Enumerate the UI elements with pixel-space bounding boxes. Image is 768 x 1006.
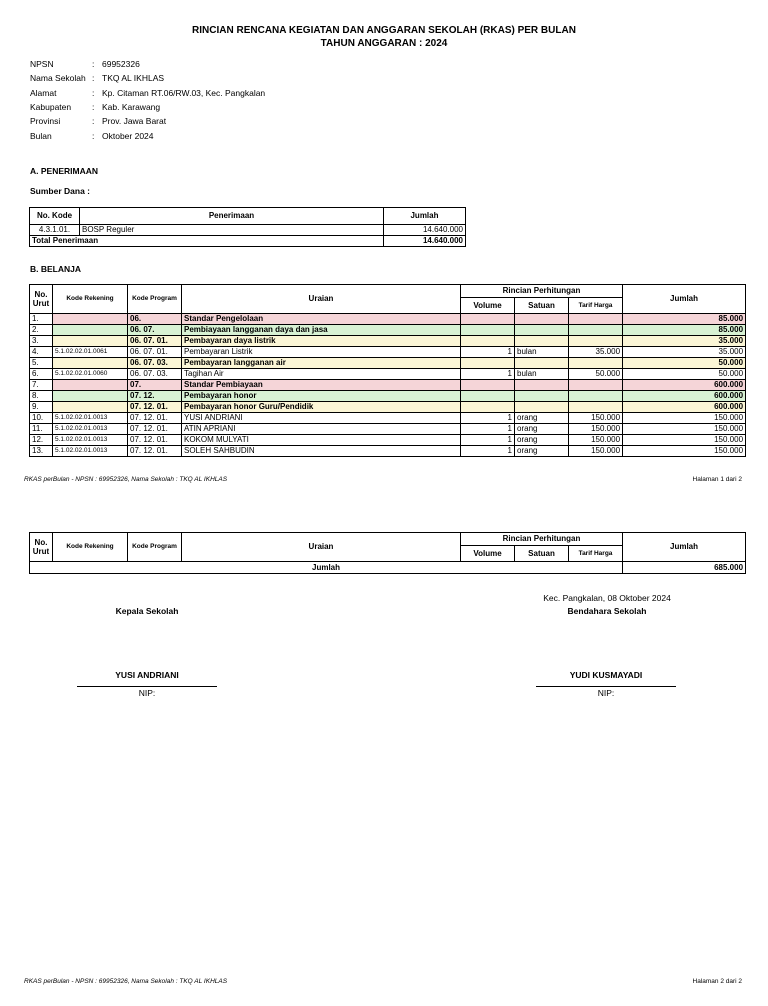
header-no-kode: No. Kode	[30, 208, 80, 225]
cell-satuan	[515, 358, 569, 369]
cell-uraian: Pembayaran Listrik	[182, 347, 461, 358]
cell-no: 12.	[30, 435, 53, 446]
cell-tarif: 150.000	[569, 413, 623, 424]
cell-uraian: Pembayaran daya listrik	[182, 336, 461, 347]
cell-tarif	[569, 325, 623, 336]
cell-rekening	[53, 380, 128, 391]
header-kode-rekening: Kode Rekening	[53, 285, 128, 314]
cell-penerimaan: BOSP Reguler	[80, 225, 384, 236]
cell-jumlah: 85.000	[623, 325, 746, 336]
left-signature-line	[77, 686, 217, 687]
table-row	[30, 225, 466, 236]
info-label: Nama Sekolah	[30, 73, 86, 84]
footer-page2: Halaman 2 dari 2	[692, 978, 742, 985]
cell-volume: 1	[461, 413, 515, 424]
info-value: Kp. Citaman RT.06/RW.03, Kec. Pangkalan	[102, 87, 266, 98]
cell-jumlah: 150.000	[623, 424, 746, 435]
header-uraian-2: Uraian	[182, 533, 461, 562]
cell-rekening: 5.1.02.02.01.0013	[53, 435, 128, 446]
cell-uraian: Standar Pengelolaan	[182, 314, 461, 325]
left-signer-role: Kepala Sekolah	[115, 606, 179, 616]
belanja-total-table	[29, 532, 746, 574]
cell-rekening	[53, 314, 128, 325]
info-colon: :	[92, 101, 95, 112]
cell-jumlah: 600.000	[623, 391, 746, 402]
header-tarif: Tarif Harga	[569, 298, 623, 314]
table-row	[30, 446, 746, 457]
cell-rekening: 5.1.02.02.01.0013	[53, 446, 128, 457]
cell-uraian: Pembayaran honor	[182, 391, 461, 402]
cell-no: 9.	[30, 402, 53, 413]
cell-rekening	[53, 325, 128, 336]
cell-no: 13.	[30, 446, 53, 457]
info-label: Alamat	[30, 87, 57, 98]
cell-uraian: Tagihan Air	[182, 369, 461, 380]
table-row	[30, 325, 746, 336]
cell-program: 06. 07.	[128, 325, 182, 336]
table-row	[30, 391, 746, 402]
cell-program: 07. 12. 01.	[128, 424, 182, 435]
info-label: NPSN	[30, 59, 54, 69]
header-uraian: Uraian	[182, 285, 461, 314]
cell-no: 6.	[30, 369, 53, 380]
cell-jumlah: 600.000	[623, 380, 746, 391]
document-title: RINCIAN RENCANA KEGIATAN DAN ANGGARAN SEKOLAH (RKAS) PER BULAN	[192, 25, 576, 36]
cell-no: 5.	[30, 358, 53, 369]
cell-uraian: Pembayaran honor Guru/Pendidik	[182, 402, 461, 413]
footer-text-page2: RKAS perBulan - NPSN : 69952326, Nama Sekolah : TKQ AL IKHLAS	[24, 978, 228, 985]
cell-satuan	[515, 391, 569, 402]
cell-kode: 4.3.1.01.	[30, 225, 80, 236]
cell-no: 1.	[30, 314, 53, 325]
cell-uraian: ATIN APRIANI	[182, 424, 461, 435]
cell-jumlah: 50.000	[623, 358, 746, 369]
table-row	[30, 413, 746, 424]
header-volume-2: Volume	[461, 546, 515, 562]
cell-jumlah: 85.000	[623, 314, 746, 325]
cell-jumlah: 600.000	[623, 402, 746, 413]
cell-tarif	[569, 336, 623, 347]
cell-satuan: orang	[515, 446, 569, 457]
header-kode-program: Kode Program	[128, 285, 182, 314]
cell-jumlah: 150.000	[623, 446, 746, 457]
cell-program: 07. 12. 01.	[128, 402, 182, 413]
cell-no: 10.	[30, 413, 53, 424]
footer-page1: Halaman 1 dari 2	[692, 476, 742, 483]
cell-rekening: 5.1.02.02.01.0013	[53, 413, 128, 424]
cell-no: 4.	[30, 347, 53, 358]
right-signature-line	[536, 686, 676, 687]
cell-satuan	[515, 336, 569, 347]
cell-rekening: 5.1.02.02.01.0060	[53, 369, 128, 380]
header-tarif-2: Tarif Harga	[569, 546, 623, 562]
right-nip-label: NIP:	[597, 688, 615, 698]
cell-volume	[461, 380, 515, 391]
cell-rekening	[53, 336, 128, 347]
cell-no: 7.	[30, 380, 53, 391]
penerimaan-table	[29, 207, 466, 247]
cell-rekening: 5.1.02.02.01.0013	[53, 424, 128, 435]
cell-volume: 1	[461, 424, 515, 435]
header-satuan-2: Satuan	[515, 546, 569, 562]
cell-program: 06. 07. 01.	[128, 336, 182, 347]
cell-satuan: bulan	[515, 347, 569, 358]
cell-volume: 1	[461, 446, 515, 457]
table-row	[30, 347, 746, 358]
info-colon: :	[92, 87, 95, 98]
cell-tarif: 150.000	[569, 446, 623, 457]
cell-no: 3.	[30, 336, 53, 347]
header-kode-program-2: Kode Program	[128, 533, 182, 562]
cell-satuan: orang	[515, 424, 569, 435]
cell-satuan	[515, 402, 569, 413]
cell-rekening	[53, 391, 128, 402]
header-rincian-2: Rincian Perhitungan	[461, 533, 623, 546]
cell-volume	[461, 314, 515, 325]
left-signer-name: YUSI ANDRIANI	[115, 670, 179, 680]
cell-satuan: bulan	[515, 369, 569, 380]
cell-tarif: 150.000	[569, 435, 623, 446]
cell-jumlah: 35.000	[623, 347, 746, 358]
info-label: Bulan	[30, 130, 52, 141]
info-value: TKQ AL IKHLAS	[102, 73, 165, 84]
left-nip-label: NIP:	[138, 688, 156, 698]
right-signer-name: YUDI KUSMAYADI	[569, 670, 643, 680]
info-colon: :	[92, 130, 95, 141]
cell-no: 2.	[30, 325, 53, 336]
cell-uraian: Standar Pembiayaan	[182, 380, 461, 391]
table-row	[30, 402, 746, 413]
cell-program: 06. 07. 03.	[128, 369, 182, 380]
info-colon: :	[92, 116, 95, 127]
cell-no: 8.	[30, 391, 53, 402]
info-value: Kab. Karawang	[102, 101, 161, 112]
cell-program: 06.	[128, 314, 182, 325]
info-colon: :	[92, 73, 95, 84]
cell-volume	[461, 336, 515, 347]
cell-satuan	[515, 325, 569, 336]
cell-program: 07. 12. 01.	[128, 446, 182, 457]
cell-satuan: orang	[515, 435, 569, 446]
cell-tarif	[569, 314, 623, 325]
cell-uraian: Pembiayaan langganan daya dan jasa	[182, 325, 461, 336]
cell-program: 06. 07. 03.	[128, 358, 182, 369]
cell-jumlah: 14.640.000	[384, 225, 466, 236]
right-signer-role: Bendahara Sekolah	[567, 606, 647, 616]
table-row	[30, 435, 746, 446]
cell-tarif	[569, 380, 623, 391]
cell-program: 07. 12.	[128, 391, 182, 402]
cell-volume	[461, 402, 515, 413]
info-value: Oktober 2024	[102, 130, 154, 141]
header-penerimaan: Penerimaan	[80, 208, 384, 225]
cell-jumlah: 50.000	[623, 369, 746, 380]
cell-jumlah: 35.000	[623, 336, 746, 347]
table-row	[30, 336, 746, 347]
total-penerimaan-label: Total Penerimaan	[30, 236, 384, 247]
cell-jumlah: 150.000	[623, 413, 746, 424]
cell-volume: 1	[461, 435, 515, 446]
cell-program: 07. 12. 01.	[128, 413, 182, 424]
cell-rekening: 5.1.02.02.01.0061	[53, 347, 128, 358]
place-date: Kec. Pangkalan, 08 Oktober 2024	[543, 593, 671, 603]
cell-jumlah: 150.000	[623, 435, 746, 446]
cell-tarif	[569, 358, 623, 369]
cell-uraian: SOLEH SAHBUDIN	[182, 446, 461, 457]
header-satuan: Satuan	[515, 298, 569, 314]
cell-volume	[461, 325, 515, 336]
header-rincian: Rincian Perhitungan	[461, 285, 623, 298]
info-label: Provinsi	[30, 116, 61, 127]
cell-uraian: KOKOM MULYATI	[182, 435, 461, 446]
cell-program: 07.	[128, 380, 182, 391]
cell-uraian: YUSI ANDRIANI	[182, 413, 461, 424]
footer-text-page1: RKAS perBulan - NPSN : 69952326, Nama Sekolah : TKQ AL IKHLAS	[24, 476, 228, 483]
cell-rekening	[53, 358, 128, 369]
cell-volume: 1	[461, 369, 515, 380]
belanja-total-label: Jumlah	[30, 562, 623, 574]
cell-tarif: 35.000	[569, 347, 623, 358]
cell-tarif: 150.000	[569, 424, 623, 435]
info-value: 69952326	[102, 59, 140, 69]
info-label: Kabupaten	[30, 101, 72, 112]
table-row	[30, 314, 746, 325]
header-no-urut: No. Urut	[30, 285, 53, 314]
section-penerimaan: A. PENERIMAAN	[30, 166, 99, 176]
cell-volume: 1	[461, 347, 515, 358]
header-volume: Volume	[461, 298, 515, 314]
table-row	[30, 369, 746, 380]
table-row	[30, 380, 746, 391]
cell-satuan	[515, 314, 569, 325]
section-belanja: B. BELANJA	[30, 264, 82, 274]
cell-satuan	[515, 380, 569, 391]
info-value: Prov. Jawa Barat	[102, 116, 167, 127]
cell-tarif	[569, 402, 623, 413]
table-row	[30, 424, 746, 435]
header-jumlah: Jumlah	[384, 208, 466, 225]
cell-volume	[461, 358, 515, 369]
belanja-total-value: 685.000	[623, 562, 746, 574]
header-no-urut-2: No. Urut	[30, 533, 53, 562]
header-jumlah-2: Jumlah	[623, 533, 746, 562]
total-penerimaan-value: 14.640.000	[384, 236, 466, 247]
cell-no: 11.	[30, 424, 53, 435]
cell-tarif: 50.000	[569, 369, 623, 380]
table-row	[30, 358, 746, 369]
cell-tarif	[569, 391, 623, 402]
header-jumlah: Jumlah	[623, 285, 746, 314]
belanja-table	[29, 284, 746, 457]
cell-uraian: Pembayaran langganan air	[182, 358, 461, 369]
cell-satuan: orang	[515, 413, 569, 424]
info-colon: :	[92, 59, 95, 69]
cell-rekening	[53, 402, 128, 413]
document-subtitle: TAHUN ANGGARAN : 2024	[320, 38, 448, 49]
sumber-dana-label: Sumber Dana :	[30, 186, 90, 196]
cell-volume	[461, 391, 515, 402]
header-kode-rekening-2: Kode Rekening	[53, 533, 128, 562]
cell-program: 06. 07. 01.	[128, 347, 182, 358]
cell-program: 07. 12. 01.	[128, 435, 182, 446]
